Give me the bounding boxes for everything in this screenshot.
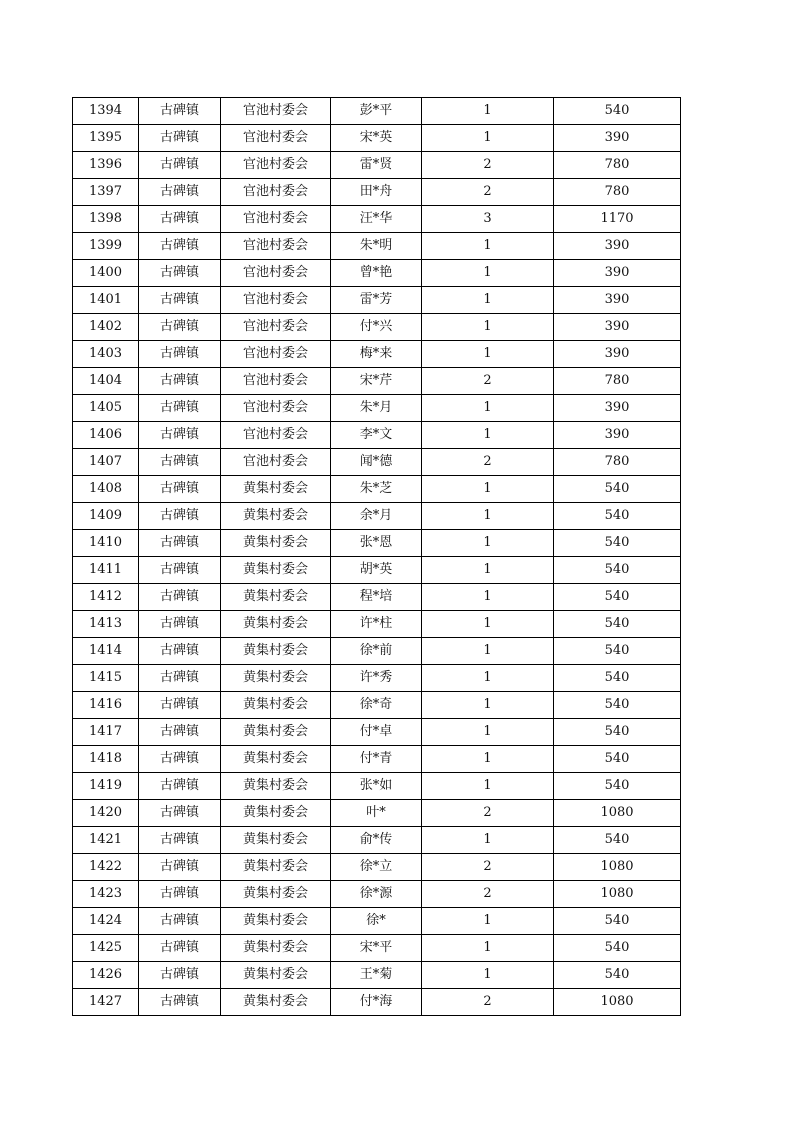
village-cell: 官池村委会 [221,287,331,314]
row-number-cell: 1403 [73,341,139,368]
name-cell: 雷*贤 [331,152,422,179]
village-cell: 官池村委会 [221,125,331,152]
row-number-cell: 1412 [73,584,139,611]
count-cell: 2 [422,989,554,1016]
amount-cell: 540 [554,98,681,125]
village-cell: 黄集村委会 [221,665,331,692]
village-cell: 官池村委会 [221,368,331,395]
name-cell: 徐*立 [331,854,422,881]
table-row [73,206,681,233]
row-number-cell: 1424 [73,908,139,935]
amount-cell: 540 [554,557,681,584]
name-cell: 徐* [331,908,422,935]
amount-cell: 390 [554,341,681,368]
amount-cell: 390 [554,260,681,287]
amount-cell: 540 [554,773,681,800]
amount-cell: 540 [554,962,681,989]
town-cell: 古碑镇 [139,962,221,989]
village-cell: 官池村委会 [221,233,331,260]
amount-cell: 780 [554,368,681,395]
town-cell: 古碑镇 [139,125,221,152]
row-number-cell: 1400 [73,260,139,287]
village-cell: 黄集村委会 [221,881,331,908]
table-row [73,962,681,989]
count-cell: 1 [422,395,554,422]
count-cell: 1 [422,287,554,314]
count-cell: 1 [422,125,554,152]
name-cell: 朱*月 [331,395,422,422]
row-number-cell: 1402 [73,314,139,341]
table-row [73,719,681,746]
row-number-cell: 1416 [73,692,139,719]
village-cell: 黄集村委会 [221,908,331,935]
village-cell: 黄集村委会 [221,530,331,557]
table-row [73,665,681,692]
row-number-cell: 1413 [73,611,139,638]
row-number-cell: 1394 [73,98,139,125]
count-cell: 2 [422,854,554,881]
amount-cell: 540 [554,935,681,962]
count-cell: 1 [422,746,554,773]
row-number-cell: 1401 [73,287,139,314]
name-cell: 张*如 [331,773,422,800]
row-number-cell: 1427 [73,989,139,1016]
name-cell: 田*舟 [331,179,422,206]
town-cell: 古碑镇 [139,260,221,287]
row-number-cell: 1417 [73,719,139,746]
amount-cell: 540 [554,692,681,719]
name-cell: 张*恩 [331,530,422,557]
count-cell: 2 [422,800,554,827]
town-cell: 古碑镇 [139,368,221,395]
table-row [73,98,681,125]
count-cell: 1 [422,503,554,530]
count-cell: 2 [422,368,554,395]
town-cell: 古碑镇 [139,233,221,260]
town-cell: 古碑镇 [139,746,221,773]
row-number-cell: 1411 [73,557,139,584]
town-cell: 古碑镇 [139,449,221,476]
town-cell: 古碑镇 [139,557,221,584]
village-cell: 官池村委会 [221,449,331,476]
row-number-cell: 1420 [73,800,139,827]
count-cell: 1 [422,260,554,287]
name-cell: 李*文 [331,422,422,449]
name-cell: 俞*传 [331,827,422,854]
count-cell: 1 [422,98,554,125]
name-cell: 雷*芳 [331,287,422,314]
amount-cell: 540 [554,611,681,638]
village-cell: 官池村委会 [221,179,331,206]
name-cell: 梅*来 [331,341,422,368]
village-cell: 黄集村委会 [221,557,331,584]
row-number-cell: 1415 [73,665,139,692]
count-cell: 1 [422,530,554,557]
row-number-cell: 1410 [73,530,139,557]
row-number-cell: 1398 [73,206,139,233]
village-cell: 官池村委会 [221,260,331,287]
town-cell: 古碑镇 [139,989,221,1016]
table-row [73,800,681,827]
count-cell: 1 [422,719,554,746]
name-cell: 付*兴 [331,314,422,341]
amount-cell: 1080 [554,800,681,827]
table-row [73,152,681,179]
town-cell: 古碑镇 [139,287,221,314]
table-row [73,584,681,611]
table-row [73,692,681,719]
table-row [73,233,681,260]
count-cell: 1 [422,962,554,989]
village-cell: 黄集村委会 [221,962,331,989]
row-number-cell: 1409 [73,503,139,530]
town-cell: 古碑镇 [139,854,221,881]
count-cell: 1 [422,584,554,611]
village-cell: 官池村委会 [221,314,331,341]
count-cell: 2 [422,449,554,476]
village-cell: 黄集村委会 [221,476,331,503]
row-number-cell: 1395 [73,125,139,152]
table-body [73,98,681,1016]
count-cell: 1 [422,665,554,692]
village-cell: 黄集村委会 [221,638,331,665]
row-number-cell: 1407 [73,449,139,476]
town-cell: 古碑镇 [139,152,221,179]
name-cell: 徐*前 [331,638,422,665]
village-cell: 官池村委会 [221,422,331,449]
table-row [73,935,681,962]
village-cell: 黄集村委会 [221,584,331,611]
town-cell: 古碑镇 [139,179,221,206]
row-number-cell: 1404 [73,368,139,395]
town-cell: 古碑镇 [139,773,221,800]
name-cell: 付*青 [331,746,422,773]
town-cell: 古碑镇 [139,476,221,503]
table-row [73,422,681,449]
table-row [73,314,681,341]
name-cell: 朱*芝 [331,476,422,503]
count-cell: 1 [422,773,554,800]
table-row [73,989,681,1016]
name-cell: 宋*英 [331,125,422,152]
count-cell: 1 [422,422,554,449]
count-cell: 1 [422,341,554,368]
town-cell: 古碑镇 [139,800,221,827]
village-cell: 黄集村委会 [221,503,331,530]
name-cell: 徐*源 [331,881,422,908]
table-row [73,395,681,422]
name-cell: 余*月 [331,503,422,530]
name-cell: 付*卓 [331,719,422,746]
row-number-cell: 1423 [73,881,139,908]
name-cell: 宋*平 [331,935,422,962]
village-cell: 黄集村委会 [221,719,331,746]
amount-cell: 540 [554,584,681,611]
village-cell: 黄集村委会 [221,827,331,854]
table-row [73,530,681,557]
row-number-cell: 1405 [73,395,139,422]
row-number-cell: 1396 [73,152,139,179]
table-row [73,449,681,476]
name-cell: 胡*英 [331,557,422,584]
name-cell: 闻*德 [331,449,422,476]
name-cell: 彭*平 [331,98,422,125]
row-number-cell: 1397 [73,179,139,206]
amount-cell: 540 [554,719,681,746]
amount-cell: 390 [554,422,681,449]
name-cell: 朱*明 [331,233,422,260]
name-cell: 许*秀 [331,665,422,692]
data-table [72,97,681,1016]
row-number-cell: 1422 [73,854,139,881]
amount-cell: 540 [554,908,681,935]
row-number-cell: 1426 [73,962,139,989]
count-cell: 1 [422,314,554,341]
row-number-cell: 1418 [73,746,139,773]
table-row [73,746,681,773]
amount-cell: 540 [554,638,681,665]
town-cell: 古碑镇 [139,719,221,746]
count-cell: 1 [422,935,554,962]
amount-cell: 1080 [554,854,681,881]
count-cell: 1 [422,827,554,854]
row-number-cell: 1421 [73,827,139,854]
amount-cell: 390 [554,395,681,422]
count-cell: 1 [422,233,554,260]
village-cell: 黄集村委会 [221,800,331,827]
village-cell: 黄集村委会 [221,989,331,1016]
name-cell: 曾*艳 [331,260,422,287]
amount-cell: 540 [554,476,681,503]
count-cell: 1 [422,638,554,665]
village-cell: 官池村委会 [221,98,331,125]
town-cell: 古碑镇 [139,422,221,449]
count-cell: 1 [422,611,554,638]
count-cell: 2 [422,179,554,206]
amount-cell: 1080 [554,881,681,908]
village-cell: 官池村委会 [221,152,331,179]
row-number-cell: 1425 [73,935,139,962]
amount-cell: 1080 [554,989,681,1016]
amount-cell: 390 [554,125,681,152]
count-cell: 1 [422,557,554,584]
name-cell: 汪*华 [331,206,422,233]
amount-cell: 780 [554,449,681,476]
row-number-cell: 1419 [73,773,139,800]
count-cell: 1 [422,908,554,935]
name-cell: 叶* [331,800,422,827]
town-cell: 古碑镇 [139,341,221,368]
row-number-cell: 1399 [73,233,139,260]
table-row [73,260,681,287]
town-cell: 古碑镇 [139,881,221,908]
village-cell: 黄集村委会 [221,935,331,962]
village-cell: 黄集村委会 [221,773,331,800]
count-cell: 1 [422,476,554,503]
table-row [73,854,681,881]
count-cell: 1 [422,692,554,719]
amount-cell: 390 [554,233,681,260]
count-cell: 2 [422,881,554,908]
village-cell: 黄集村委会 [221,854,331,881]
amount-cell: 780 [554,152,681,179]
table-row [73,476,681,503]
amount-cell: 540 [554,746,681,773]
table-row [73,503,681,530]
amount-cell: 390 [554,314,681,341]
amount-cell: 540 [554,503,681,530]
table-row [73,611,681,638]
amount-cell: 1170 [554,206,681,233]
name-cell: 徐*奇 [331,692,422,719]
count-cell: 2 [422,152,554,179]
village-cell: 官池村委会 [221,395,331,422]
town-cell: 古碑镇 [139,827,221,854]
town-cell: 古碑镇 [139,395,221,422]
name-cell: 程*培 [331,584,422,611]
name-cell: 许*柱 [331,611,422,638]
table-row [73,638,681,665]
name-cell: 宋*芹 [331,368,422,395]
table-row [73,827,681,854]
town-cell: 古碑镇 [139,638,221,665]
town-cell: 古碑镇 [139,935,221,962]
name-cell: 付*海 [331,989,422,1016]
amount-cell: 780 [554,179,681,206]
town-cell: 古碑镇 [139,611,221,638]
town-cell: 古碑镇 [139,530,221,557]
town-cell: 古碑镇 [139,206,221,233]
table-row [73,179,681,206]
row-number-cell: 1406 [73,422,139,449]
village-cell: 官池村委会 [221,206,331,233]
count-cell: 3 [422,206,554,233]
amount-cell: 540 [554,665,681,692]
table-row [73,557,681,584]
town-cell: 古碑镇 [139,314,221,341]
table-row [73,125,681,152]
village-cell: 黄集村委会 [221,611,331,638]
town-cell: 古碑镇 [139,503,221,530]
town-cell: 古碑镇 [139,692,221,719]
table-row [73,368,681,395]
table-row [73,287,681,314]
village-cell: 黄集村委会 [221,746,331,773]
name-cell: 王*菊 [331,962,422,989]
town-cell: 古碑镇 [139,584,221,611]
row-number-cell: 1414 [73,638,139,665]
table-row [73,341,681,368]
village-cell: 官池村委会 [221,341,331,368]
village-cell: 黄集村委会 [221,692,331,719]
row-number-cell: 1408 [73,476,139,503]
town-cell: 古碑镇 [139,908,221,935]
table-row [73,908,681,935]
amount-cell: 540 [554,827,681,854]
town-cell: 古碑镇 [139,665,221,692]
amount-cell: 540 [554,530,681,557]
amount-cell: 390 [554,287,681,314]
table-row [73,881,681,908]
table-row [73,773,681,800]
town-cell: 古碑镇 [139,98,221,125]
